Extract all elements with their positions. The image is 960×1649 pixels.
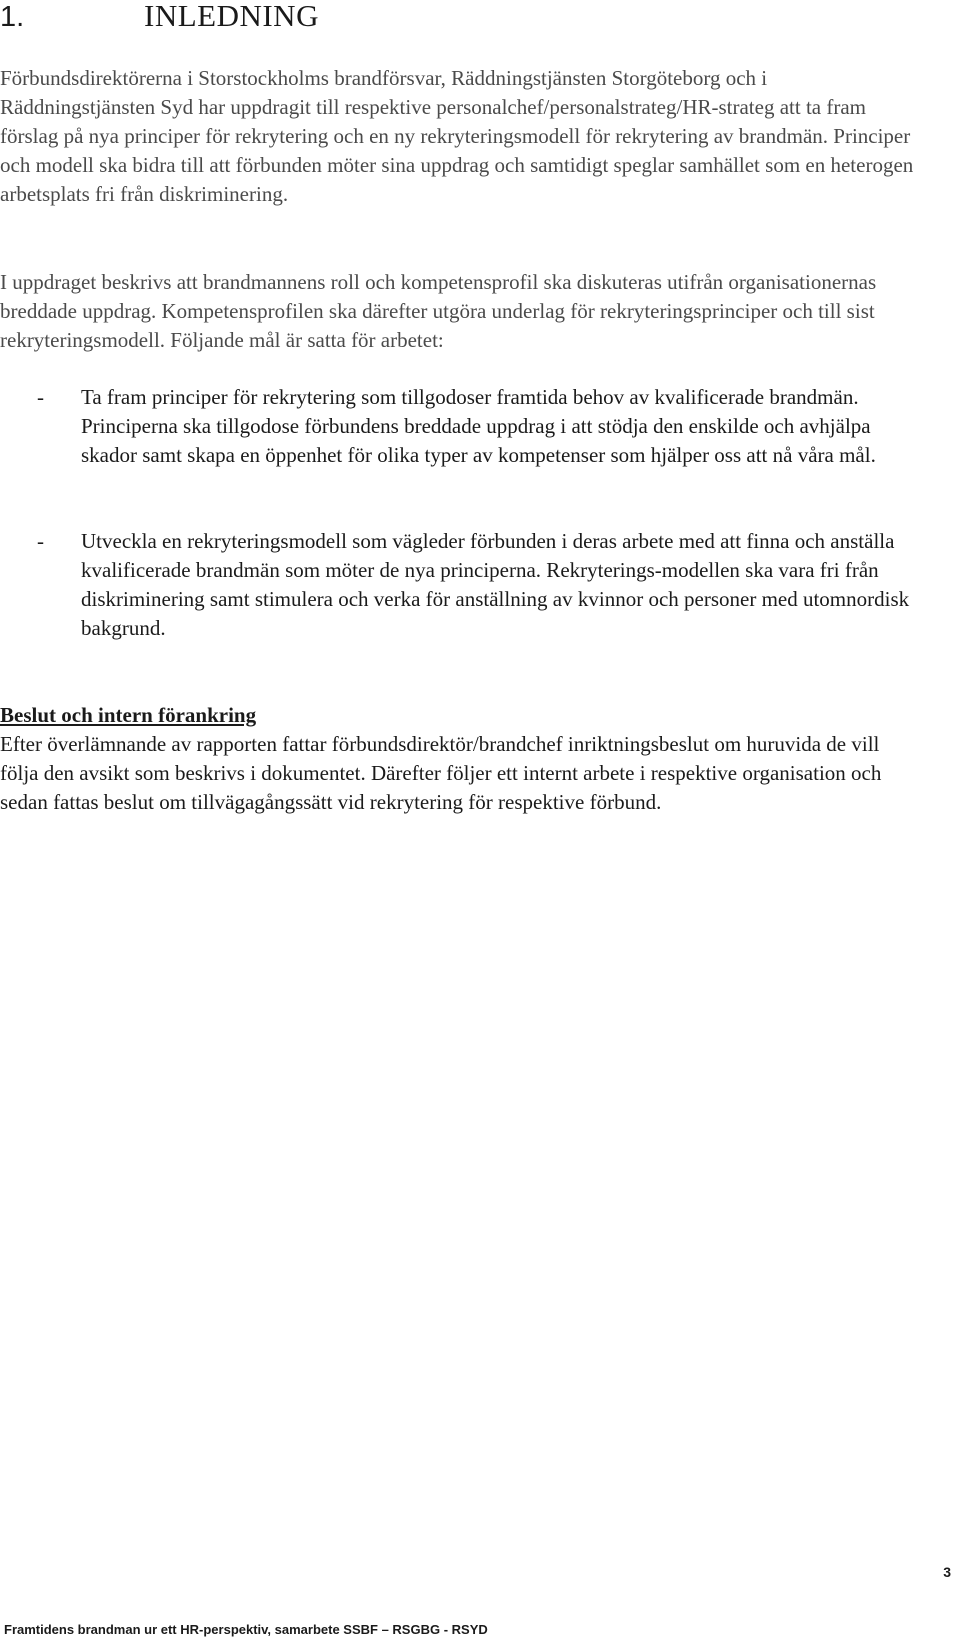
- assignment-paragraph: I uppdraget beskrivs att brandmannens roll och kompetensprofil ska diskuteras utifrån organisationernas breddade uppdrag. Kompetensprofilen ska därefter utgöra underlag för rekryteringsprinciper och till sist rekryteringsmodell. Följande mål är satta för arbetet:: [0, 270, 877, 352]
- page-number: 3: [943, 1564, 951, 1580]
- list-bullet: -: [37, 529, 44, 553]
- decision-heading: Beslut och intern förankring: [0, 703, 257, 727]
- section-number: 1.: [0, 1, 25, 33]
- intro-paragraph: Förbundsdirektörerna i Storstockholms brandförsvar, Räddningstjänsten Storgöteborg och i Räddningstjänsten Syd har uppdragit till respektive personalchef/personalstrateg/HR-strateg att ta fram förslag på nya principer för rekrytering och en ny rekryteringsmodell för rekrytering av brandmän. Principer och modell ska bidra till att förbunden möter sina uppdrag och samtidigt speglar samhället som en heterogen arbetsplats fri från diskriminering.: [0, 66, 914, 206]
- decision-paragraph: Efter överlämnande av rapporten fattar förbundsdirektör/brandchef inriktningsbeslut om huruvida de vill följa den avsikt som beskrivs i dokumentet. Därefter följer ett internt arbete i respektive organisation och sedan fattas beslut om tillvägagångssätt vid rekrytering för respektive förbund.: [0, 732, 882, 814]
- page-footer: Framtidens brandman ur ett HR-perspektiv, samarbete SSBF – RSGBG - RSYD: [4, 1622, 488, 1637]
- goal-text: Ta fram principer för rekrytering som tillgodoser framtida behov av kvalificerade brandmän. Principerna ska tillgodose förbundens breddade uppdrag i att stödja den enskilde och avhjälpa skador samt skapa en öppenhet för olika typer av kompetenser som hjälper oss att nå våra mål.: [81, 385, 876, 467]
- section-title: INLEDNING: [144, 0, 319, 33]
- section-heading-1: [0, 0, 319, 32]
- goal-text: Utveckla en rekryteringsmodell som vägleder förbunden i deras arbete med att finna och anställa kvalificerade brandmän som möter de nya principerna. Rekryterings-modellen ska vara fri från diskriminering samt stimulera och verka för anställning av kvinnor och personer med utomnordisk bakgrund.: [81, 529, 910, 640]
- list-bullet: -: [37, 385, 44, 409]
